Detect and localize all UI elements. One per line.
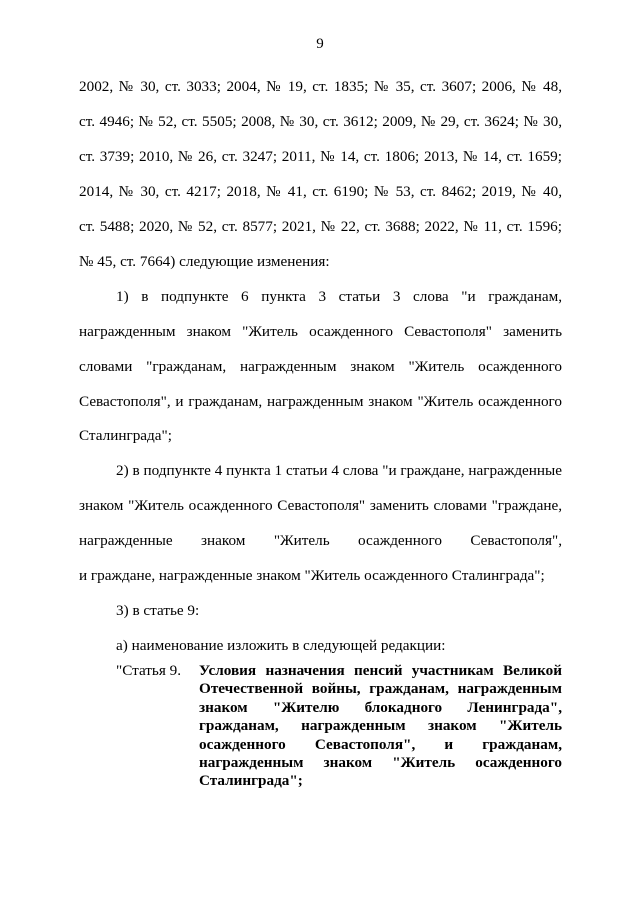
text-line: знаком "Житель осажденного Севастополя" заменить словами "граждане,	[79, 497, 562, 514]
text-line: 2002, № 30, ст. 3033; 2004, № 19, ст. 1835; № 35, ст. 3607; 2006, № 48,	[79, 78, 562, 95]
text-line: словами "гражданам, награжденным знаком "Житель осажденного	[79, 358, 562, 375]
text-line: награжденным знаком "Житель осажденного Севастополя" заменить	[79, 323, 562, 340]
text-line: и граждане, награжденные знаком "Житель осажденного Сталинграда";	[79, 567, 545, 584]
article-title-line: гражданам, награжденным знаком "Житель	[199, 717, 562, 735]
text-line: № 45, ст. 7664) следующие изменения:	[79, 253, 330, 270]
article-title-line: знаком "Жителю блокадного Ленинграда",	[199, 698, 562, 716]
text-line: 2) в подпункте 4 пункта 1 статьи 4 слова "и граждане, награжденные	[116, 462, 562, 479]
article-title-line: награжденным знаком "Житель осажденного	[199, 754, 562, 772]
article-title-line: осажденного Севастополя", и гражданам,	[199, 735, 562, 753]
text-line: 3) в статье 9:	[116, 602, 200, 619]
article-title-line: Отечественной войны, гражданам, награжденным	[199, 680, 562, 698]
article-title-line: Условия назначения пенсий участникам Великой	[199, 662, 562, 679]
article-title-line: Сталинграда";	[199, 772, 303, 790]
text-line: награжденные знаком "Житель осажденного Севастополя",	[79, 532, 562, 549]
text-line: а) наименование изложить в следующей редакции:	[116, 637, 446, 654]
text-line: Севастополя", и гражданам, награжденным знаком "Житель осажденного	[79, 393, 562, 410]
article-heading: "Статья 9.	[116, 662, 182, 679]
text-line: Сталинграда";	[79, 427, 172, 444]
text-line: ст. 4946; № 52, ст. 5505; 2008, № 30, ст. 3612; 2009, № 29, ст. 3624; № 30,	[79, 113, 562, 130]
text-line: 2014, № 30, ст. 4217; 2018, № 41, ст. 6190; № 53, ст. 8462; 2019, № 40,	[79, 183, 562, 200]
text-line: ст. 3739; 2010, № 26, ст. 3247; 2011, № 14, ст. 1806; 2013, № 14, ст. 1659;	[79, 148, 562, 165]
text-line: 1) в подпункте 6 пункта 3 статьи 3 слова "и гражданам,	[116, 288, 562, 305]
text-line: ст. 5488; 2020, № 52, ст. 8577; 2021, № 22, ст. 3688; 2022, № 11, ст. 1596;	[79, 218, 562, 235]
article-title	[199, 662, 562, 791]
page-number: 9	[316, 36, 324, 52]
